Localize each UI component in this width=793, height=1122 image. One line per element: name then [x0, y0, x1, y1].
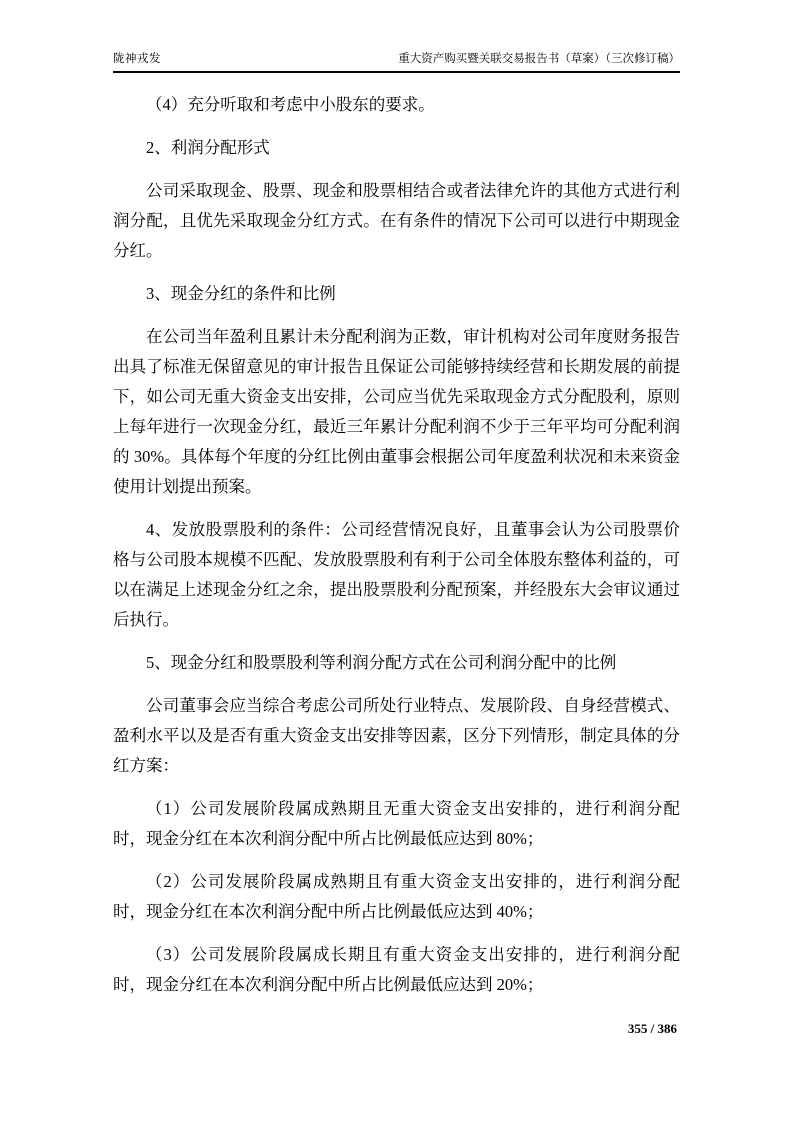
document-body — [113, 73, 680, 1000]
paragraph: 在公司当年盈利且累计未分配利润为正数，审计机构对公司年度财务报告出具了标准无保留意见的审计报告且保证公司能够持续经营和长期发展的前提下，如公司无重大资金支出安排，公司应当优先采取现金方式分配股利，原则上每年进行一次现金分红，最近三年累计分配利润不少于三年平均可分配利润的 30%。具体每个年度的分红比例由董事会根据公司年度盈利状况和未来资金使用计划提出预案。 — [113, 327, 680, 496]
page-header — [113, 52, 680, 73]
page-number: 355 / 386 — [627, 1021, 677, 1036]
section-heading: 5、现金分红和股票股利等利润分配方式在公司利润分配中的比例 — [146, 653, 617, 672]
paragraph: 公司董事会应当综合考虑公司所处行业特点、发展阶段、自身经营模式、盈利水平以及是否有重大资金支出安排等因素，区分下列情形，制定具体的分红方案： — [113, 696, 680, 775]
paragraph: 4、发放股票股利的条件：公司经营情况良好，且董事会认为公司股票价格与公司股本规模不匹配、发放股票股利有利于公司全体股东整体利益的，可以在满足上述现金分红之余，提出股票股利分配预案，并经股东大会审议通过后执行。 — [113, 520, 680, 629]
header-company-name: 陇神戎发 — [113, 53, 161, 65]
paragraph: （2）公司发展阶段属成熟期且有重大资金支出安排的，进行利润分配时，现金分红在本次利润分配中所占比例最低应达到 40%； — [113, 872, 680, 921]
section-heading: 2、利润分配形式 — [146, 138, 270, 157]
paragraph: （1）公司发展阶段属成熟期且无重大资金支出安排的，进行利润分配时，现金分红在本次利润分配中所占比例最低应达到 80%； — [113, 799, 680, 848]
header-report-title: 重大资产购买暨关联交易报告书（草案）（三次修订稿） — [398, 53, 680, 65]
section-heading: 3、现金分红的条件和比例 — [146, 284, 336, 303]
paragraph: （3）公司发展阶段属成长期且有重大资金支出安排的，进行利润分配时，现金分红在本次利润分配中所占比例最低应达到 20%； — [113, 945, 680, 994]
paragraph: 公司采取现金、股票、现金和股票相结合或者法律允许的其他方式进行利润分配，且优先采取现金分红方式。在有条件的情况下公司可以进行中期现金分红。 — [113, 181, 680, 260]
paragraph: （4）充分听取和考虑中小股东的要求。 — [146, 95, 435, 114]
